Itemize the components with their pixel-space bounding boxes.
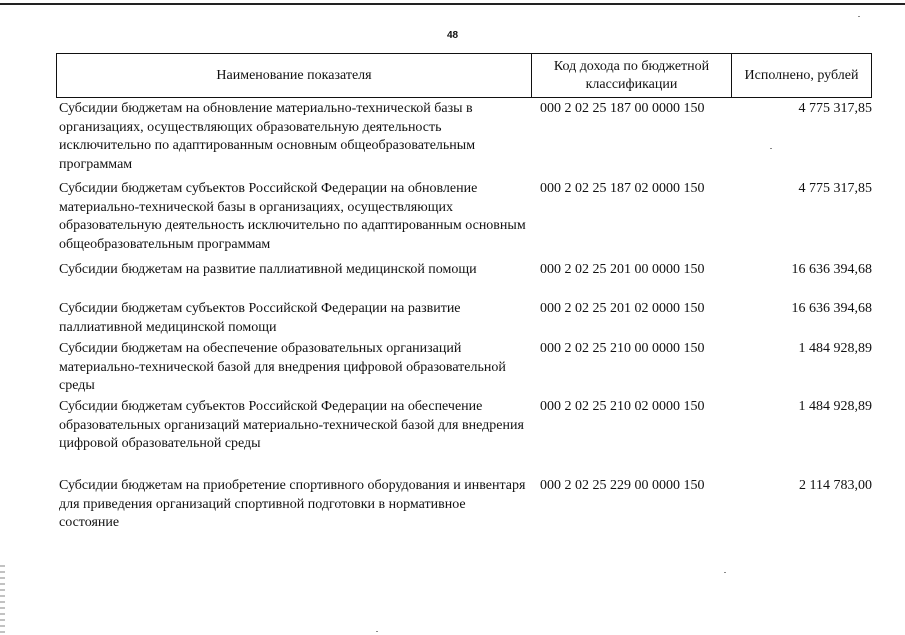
row-name: Субсидии бюджетам на обновление материально-технической базы в организациях, осуществляющих образовательную деятельность исключительно по адаптированным основным общеобразовательным программам xyxy=(59,101,476,172)
row-amount: 2 114 783,00 xyxy=(799,478,872,493)
scan-speck xyxy=(724,572,726,573)
row-code: 000 2 02 25 229 00 0000 150 xyxy=(540,478,705,493)
row-code: 000 2 02 25 210 02 0000 150 xyxy=(540,399,705,414)
scan-speck xyxy=(770,148,772,149)
row-amount: 1 484 928,89 xyxy=(798,341,872,356)
row-code: 000 2 02 25 187 00 0000 150 xyxy=(540,101,705,116)
row-name: Субсидии бюджетам субъектов Российской Федерации на обновление материально-технической базы в организациях, осуществляющих образовательную деятельность исключительно по адаптированным основным общеобразовательным программам xyxy=(59,181,526,252)
row-amount: 4 775 317,85 xyxy=(798,181,872,196)
row-name: Субсидии бюджетам субъектов Российской Федерации на обеспечение образовательных организаций материально-технической базой для внедрения цифровой образовательной среды xyxy=(59,399,524,451)
page-number: 48 xyxy=(446,30,459,41)
row-code: 000 2 02 25 210 00 0000 150 xyxy=(540,341,705,356)
row-amount: 4 775 317,85 xyxy=(798,101,872,116)
top-border-line xyxy=(0,3,905,5)
row-name: Субсидии бюджетам на обеспечение образовательных организаций материально-технической базой для внедрения цифровой образовательной среды xyxy=(59,341,506,393)
row-name: Субсидии бюджетам субъектов Российской Федерации на развитие паллиативной медицинской помощи xyxy=(59,301,461,335)
row-name: Субсидии бюджетам на развитие паллиативной медицинской помощи xyxy=(59,262,477,277)
row-amount: 16 636 394,68 xyxy=(791,262,872,277)
scan-edge-artifact xyxy=(0,565,5,635)
row-code: 000 2 02 25 201 00 0000 150 xyxy=(540,262,705,277)
row-amount: 16 636 394,68 xyxy=(791,301,872,316)
row-code: 000 2 02 25 187 02 0000 150 xyxy=(540,181,705,196)
header-name: Наименование показателя xyxy=(57,54,532,97)
row-amount: 1 484 928,89 xyxy=(798,399,872,414)
header-code: Код дохода по бюджетной классификации xyxy=(532,54,732,97)
scan-speck xyxy=(376,631,378,632)
header-amount: Исполнено, рублей xyxy=(744,67,859,83)
table-header xyxy=(56,53,872,98)
row-name: Субсидии бюджетам на приобретение спортивного оборудования и инвентаря для приведения организаций спортивной подготовки в нормативное состояние xyxy=(59,478,526,530)
row-code: 000 2 02 25 201 02 0000 150 xyxy=(540,301,705,316)
scan-speck xyxy=(858,16,860,17)
